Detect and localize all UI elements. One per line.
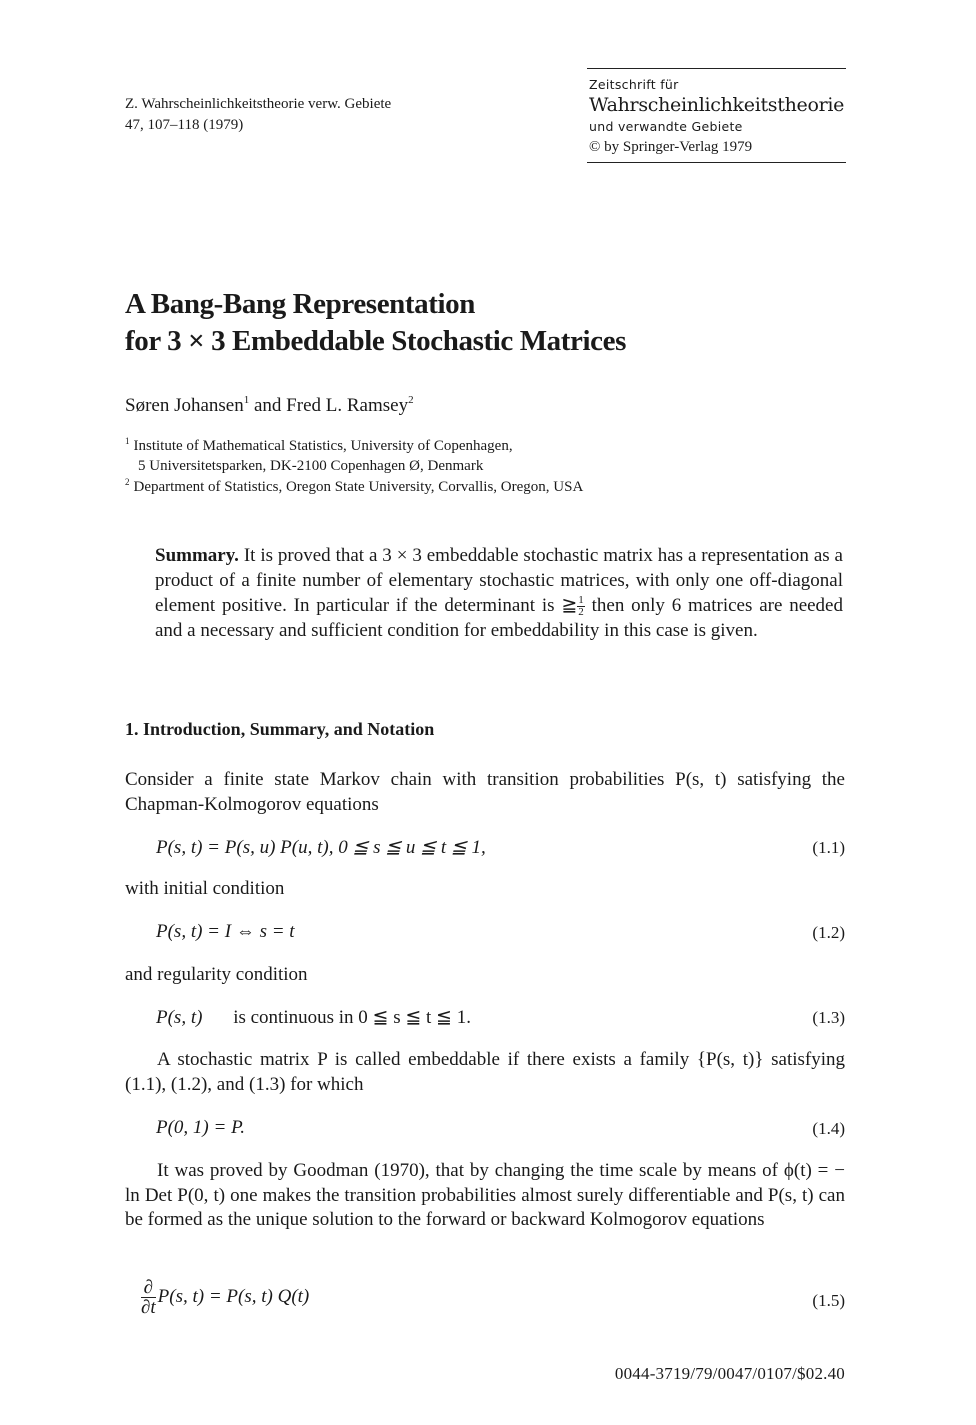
summary-label: Summary.	[155, 545, 239, 566]
title-line-2: for 3 × 3 Embeddable Stochastic Matrices	[125, 325, 626, 357]
affiliation-1-line-1: Institute of Mathematical Statistics, University of Copenhagen,	[133, 438, 513, 454]
equation-1-3	[156, 1006, 471, 1029]
half-fraction: $\frac{1}{2}$	[578, 594, 584, 619]
paragraph-3: and regularity condition	[125, 964, 308, 985]
paragraph-1: Consider a finite state Markov chain with transition probabilities P(s, t) satisfying the Chapman-Kolmogorov equations	[125, 769, 845, 815]
equation-1-3-lhs: P(s, t)	[156, 1007, 203, 1028]
journal-name: Wahrscheinlichkeitstheorie	[589, 94, 845, 116]
affiliation-1-line-2: 5 Universitetsparken, DK-2100 Copenhagen Ø, Denmark	[138, 458, 484, 474]
paragraph-4: A stochastic matrix P is called embeddable if there exists a family {P(s, t)} satisfying (1.1), (1.2), and (1.3) for which	[125, 1049, 845, 1095]
citation-line-1: Z. Wahrscheinlichkeitstheorie verw. Gebiete	[125, 96, 392, 112]
summary-abstract	[155, 543, 843, 643]
citation-line-2: 47, 107–118 (1979)	[125, 117, 244, 133]
authors	[125, 394, 414, 417]
equation-1-2: P(s, t) = I ⇔ s = t	[156, 921, 295, 942]
author-1: Søren Johansen	[125, 395, 244, 416]
affiliation-1-mark: 1	[125, 436, 130, 446]
paragraph-2: with initial condition	[125, 878, 285, 899]
paragraph-5: It was proved by Goodman (1970), that by changing the time scale by means of ϕ(t) = − ln Det P(0, t) one makes the transition probabilities almost surely differentiable and P(s, t) can be formed as the unique solution to the forward or backward Kolmogorov equations	[125, 1160, 845, 1230]
summary-text-a: It is proved that a 3 × 3 embeddable stochastic matrix has a representation as a product of a finite number of elementary stochastic matrices, with only one off-diagonal element positive. In particular if the determinant is ≧	[155, 545, 843, 616]
equation-number-1-3: (1.3)	[812, 1008, 845, 1027]
affiliation-1	[125, 431, 513, 476]
author-2: Fred L. Ramsey	[286, 395, 409, 416]
equation-1-3-rhs: is continuous in 0 ≦ s ≦ t ≦ 1.	[233, 1007, 471, 1028]
equation-1-1: P(s, t) = P(s, u) P(u, t), 0 ≦ s ≦ u ≦ t ≦ 1,	[156, 837, 486, 858]
equation-1-5	[141, 1278, 309, 1317]
journal-box	[587, 68, 846, 163]
footer-code: 0044-3719/79/0047/0107/$02.40	[614, 1364, 845, 1383]
author-1-mark: 1	[243, 394, 250, 406]
affiliation-2-mark: 2	[125, 477, 130, 487]
partial-derivative: ∂ ∂t	[141, 1277, 156, 1318]
equation-number-1-1: (1.1)	[812, 838, 845, 857]
equation-number-1-2: (1.2)	[812, 923, 845, 942]
journal-subtitle: und verwandte Gebiete	[589, 119, 743, 134]
summary-text-b: then only 6 matrices are needed and a necessary and sufficient condition for embeddability in this case is given.	[155, 595, 843, 642]
section-heading: 1. Introduction, Summary, and Notation	[125, 719, 435, 739]
equation-number-1-5: (1.5)	[812, 1291, 845, 1310]
citation-header	[125, 94, 391, 136]
journal-small-label: Zeitschrift für	[589, 77, 679, 92]
author-conjunction: and	[249, 395, 287, 416]
equation-1-5-body: P(s, t) = P(s, t) Q(t)	[157, 1285, 310, 1307]
copyright-line: © by Springer-Verlag 1979	[589, 139, 753, 155]
affiliation-2-line-1: Department of Statistics, Oregon State University, Corvallis, Oregon, USA	[133, 479, 584, 495]
author-2-mark: 2	[408, 394, 414, 406]
paper-title	[125, 286, 626, 360]
equation-1-4: P(0, 1) = P.	[156, 1117, 245, 1138]
equation-number-1-4: (1.4)	[812, 1119, 845, 1138]
affiliation-2	[125, 472, 583, 497]
title-line-1: A Bang-Bang Representation	[125, 288, 475, 320]
